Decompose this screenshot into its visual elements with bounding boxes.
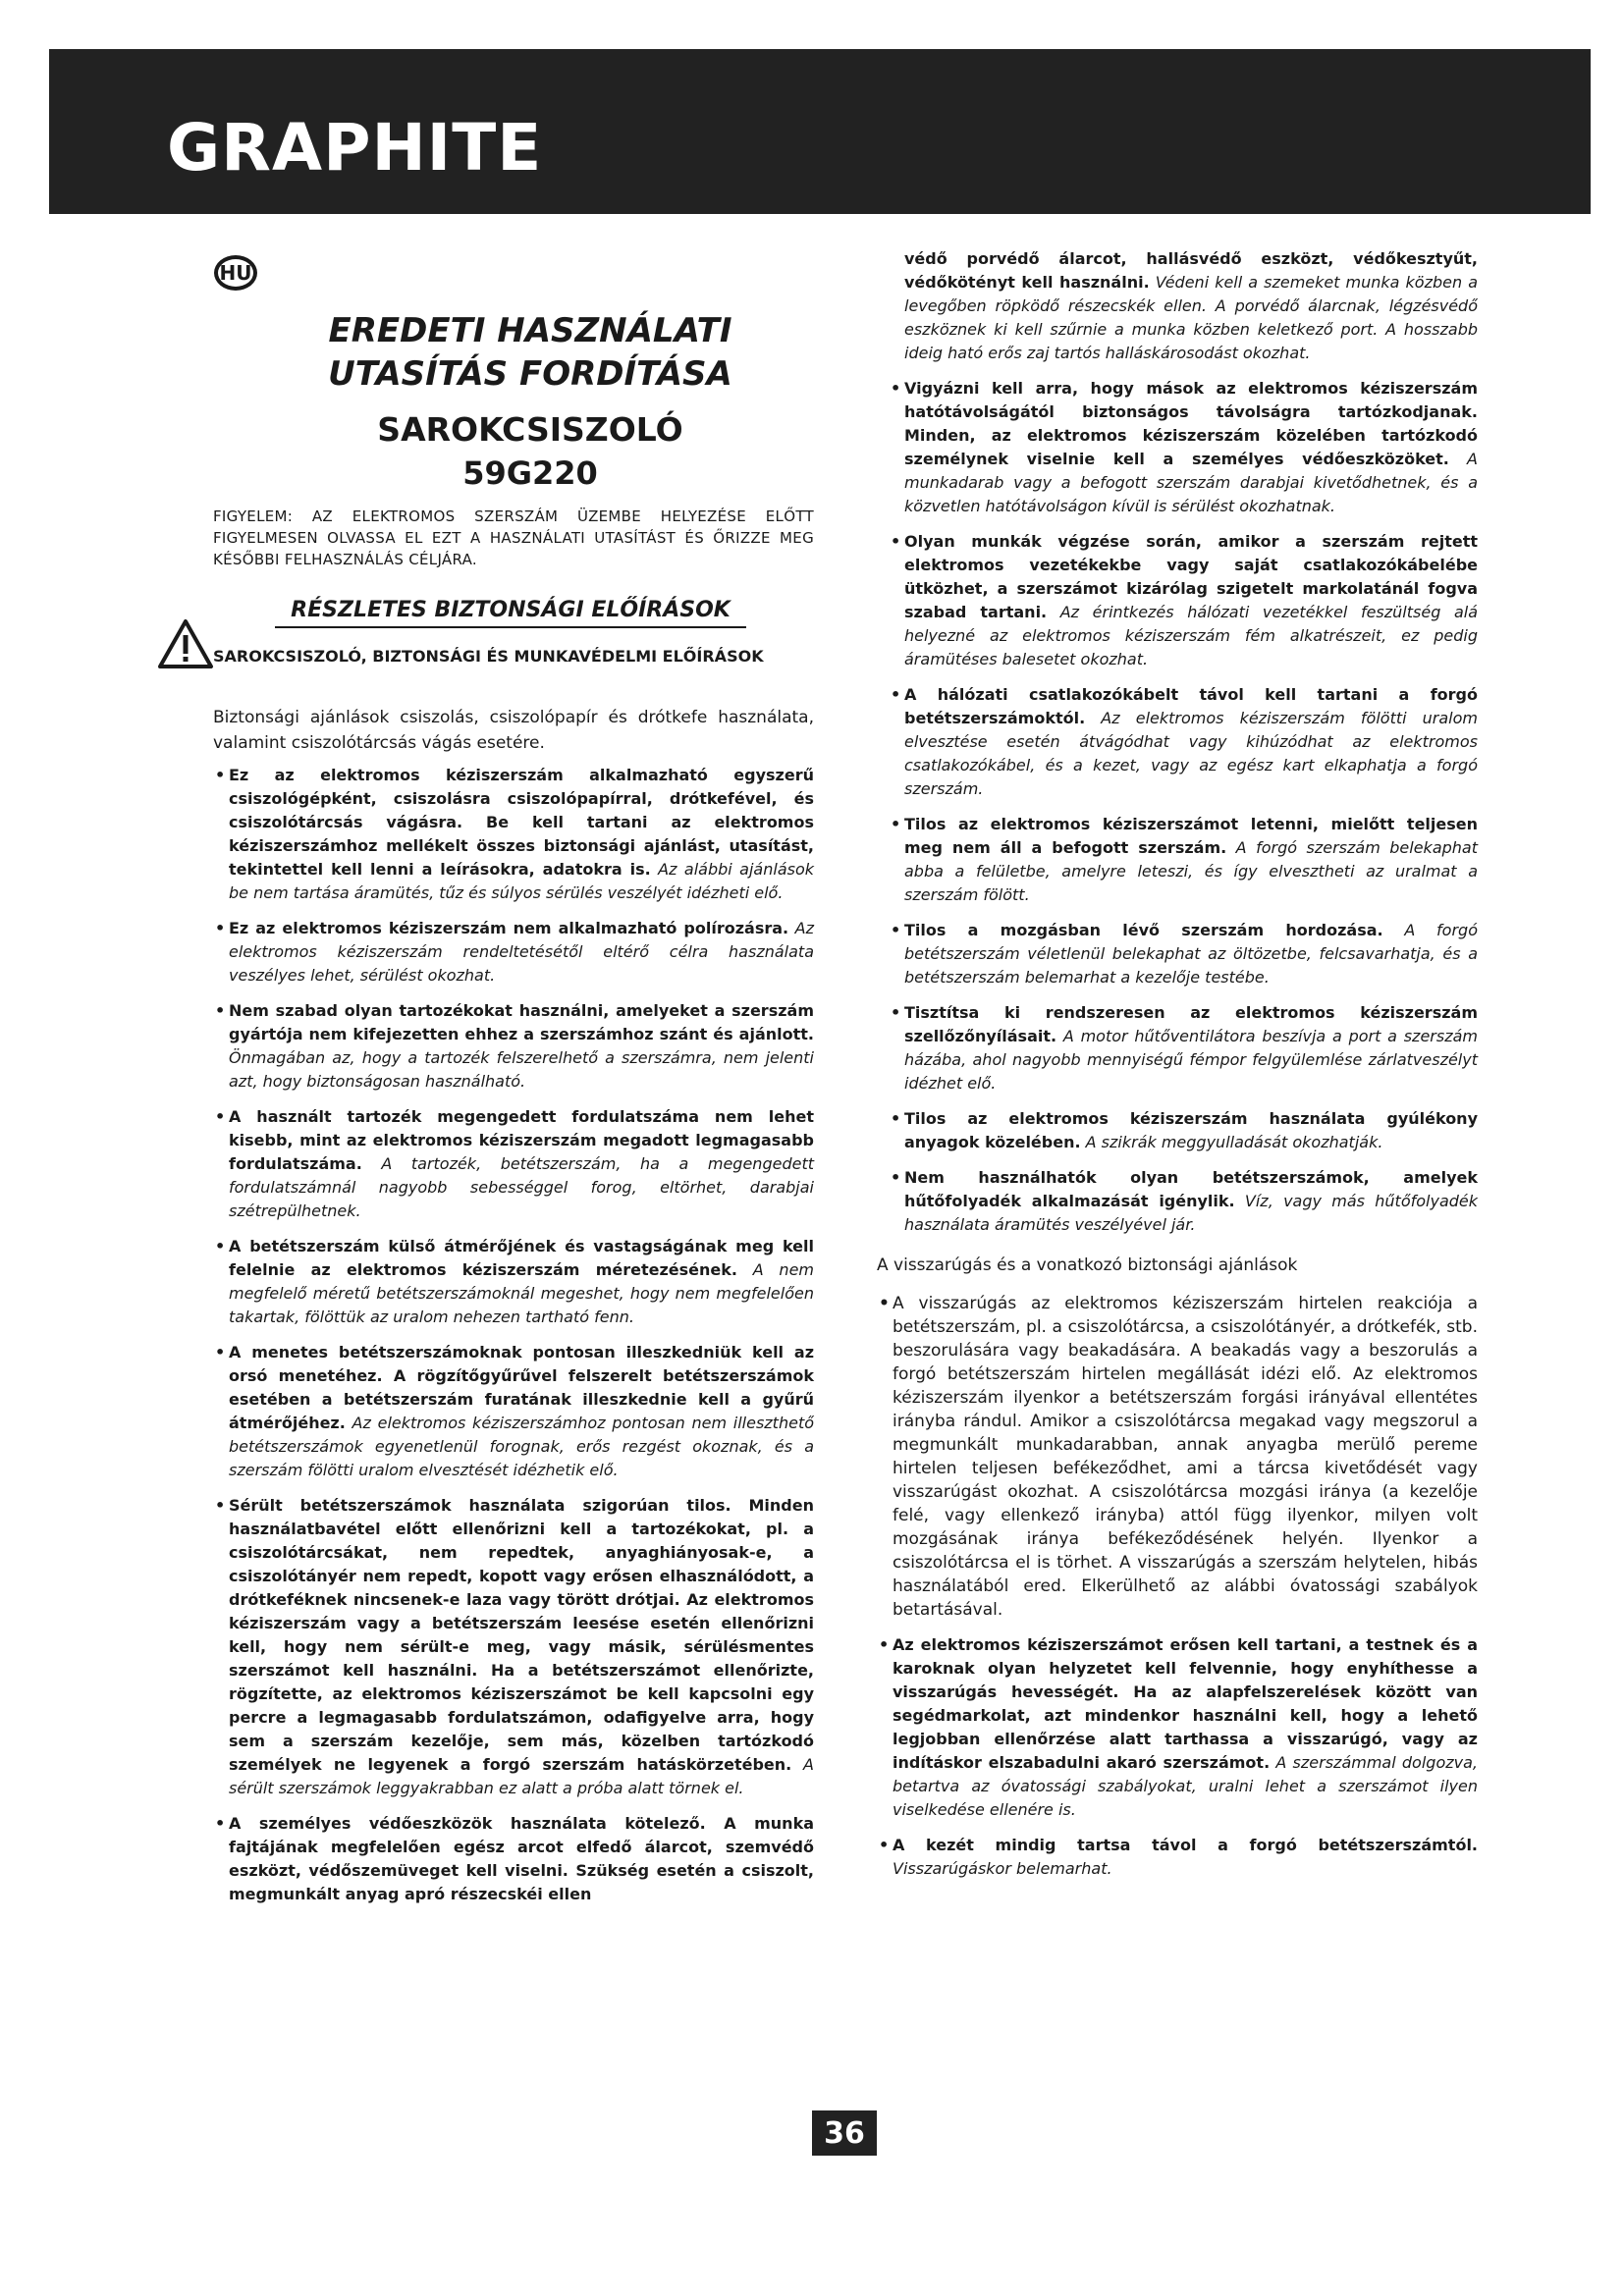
item-italic-text: Az elektromos kéziszerszámhoz pontosan nem illeszthető betétszerszámok egyenetlenül forognak, erős rezgést okoznak, és a szerszám fölötti uralom elvesztését idézhetik elő. (229, 1414, 814, 1479)
list-item (213, 1494, 814, 1800)
item-bold-text: Ez az elektromos kéziszerszám nem alkalmazható polírozásra. (229, 919, 789, 937)
brand-logo: GRAPHITE (167, 110, 543, 186)
intro-text: Biztonsági ajánlások csiszolás, csiszolópapír és drótkefe használata, valamint csiszolótárcsás vágás esetére. (213, 708, 814, 753)
item-bold-text: védő porvédő álarcot, hallásvédő eszközt, védőkesztyűt, védőkötényt kell használni. (904, 249, 1478, 292)
item-italic-text: Az érintkezés hálózati vezetékkel feszültség alá helyezné az elektromos kéziszerszám fém alkatrészeit, ez pedig áramütéses balesetet okozhat. (904, 603, 1478, 668)
item-italic-text: A motor hűtőventilátora beszívja a port a szerszám házába, ahol nagyobb mennyiségű fémpor felgyülemlése zárlatveszélyt idézhet elő. (904, 1027, 1478, 1093)
item-italic-text: A nem megfelelő méretű betétszerszámoknál megeshet, hogy nem megfelelően takartak, fölöttük az uralom nehezen tartható fenn. (229, 1260, 815, 1326)
item-bold-text: A kezét mindig tartsa távol a forgó betétszerszámtól. (893, 1836, 1478, 1854)
list-item (877, 1633, 1478, 1822)
list-item (889, 813, 1478, 907)
kickback-list (877, 1292, 1478, 1893)
product-name: SAROKCSISZOLÓ (377, 410, 683, 449)
list-item (213, 1105, 814, 1223)
item-bold-text: A személyes védőeszközök használata kötelező. A munka fajtájának megfelelően egész arcot elfedő álarcot, szemvédő eszközt, védőszemüveget kell viselni. Szükség esetén a csiszolt, megmunkált anyag apró részecskéi ellen (229, 1814, 814, 1903)
list-item (889, 377, 1478, 518)
item-italic-text: Víz, vagy más hűtőfolyadék használata áramütés veszélyével jár. (904, 1192, 1479, 1234)
item-bold-text: Az elektromos kéziszerszámot erősen kell tartani, a testnek és a karoknak olyan helyzetet kell felvennie, hogy enyhíthesse a visszarúgás hevességét. Ha az alapfelszerelések között van segédmarkolat, azt mindenkor használni kell, hogy a lehető legjobban ellenőrzése alatt tarthassa a visszarúgó, vagy az indításkor elszabadulni akaró szerszámot. (893, 1635, 1478, 1772)
list-item (213, 1812, 814, 1906)
item-italic-text: A forgó betétszerszám véletlenül belekaphat az öltözetbe, felcsavarhatja, és a betétszerszám belemarhat a kezelője testébe. (904, 921, 1478, 987)
list-item (213, 1235, 814, 1329)
item-bold-text: Nem szabad olyan tartozékokat használni, amelyeket a szerszám gyártója nem kifejezetten ehhez a szerszámhoz szánt és ajánlott. (229, 1001, 814, 1043)
item-bold-text: Vigyázni kell arra, hogy mások az elektromos kéziszerszám hatótávolságától biztonságos távolságra tartózkodjanak. Minden, az elektromos kéziszerszám közelében tartózkodó személynek viselnie kell a személyes védőeszközöket. (904, 379, 1478, 468)
item-italic-text: Az alábbi ajánlások be nem tartása áramütés, tűz és súlyos sérülés veszélyét idézheti elő. (229, 860, 815, 902)
item-italic-text: A tartozék, betétszerszám, ha a megengedett fordulatszámnál nagyobb sebességgel forog, eltörhet, darabjai szétrepülhetnek. (229, 1154, 814, 1220)
item-italic-text: A munkadarab vagy a befogott szerszám darabjai kivetődhetnek, és a közvetlen hatótávolságon kívül is sérülést okozhatnak. (904, 450, 1478, 515)
item-bold-text: Nem használhatók olyan betétszerszámok, amelyek hűtőfolyadék alkalmazását igénylik. (904, 1168, 1478, 1210)
page-number: 36 (812, 2110, 877, 2156)
title-line-1: EREDETI HASZNÁLATI (328, 311, 732, 350)
item-bold-text: Olyan munkák végzése során, amikor a szerszám rejtett elektromos vezetékekbe vagy saját csatlakozókábelébe ütközhet, a szerszámot kizárólag szigetelt markolatánál fogva szabad tartani. (904, 532, 1478, 621)
list-item (889, 919, 1478, 989)
subheading: SAROKCSISZOLÓ, BIZTONSÁGI ÉS MUNKAVÉDELMI ELŐÍRÁSOK (213, 647, 764, 666)
item-italic-text: Az elektromos kéziszerszám rendeltetésétől eltérő célra használata veszélyes lehet, sérülést okozhat. (229, 919, 814, 985)
item-italic-text: A szikrák meggyulladását okozhatják. (1080, 1133, 1383, 1151)
item-bold-text: Tilos az elektromos kéziszerszám használata gyúlékony anyagok közelében. (904, 1109, 1478, 1151)
item-bold-text: Sérült betétszerszámok használata szigorúan tilos. Minden használatbavétel előtt ellenőrizni kell a tartozékokat, pl. a csiszolótárcsákat, nem repedtek, anyaghiányosak-e, a csiszolótányér nem repedt, kopott vagy erősen elhasználódott, a drótkeféknek nincsenek-e laza vagy törött drótjai. Az elektromos kéziszerszám vagy a betétszerszám leesése esetén ellenőrizni kell, hogy nem sérült-e meg, vagy másik, sérülésmentes szerszámot kell használni. Ha a betétszerszámot ellenőrizte, rögzítette, az elektromos kéziszerszámot be kell kapcsolni egy percre a legmagasabb fordulatszámon, odafigyelve arra, hogy sem a szerszám kezelője, sem más, közelben tartózkodó személyek ne legyenek a forgó szerszám hatáskörzetében. (229, 1496, 814, 1774)
list-item (213, 764, 814, 905)
item-bold-text: A hálózati csatlakozókábelt távol kell tartani a forgó betétszerszámoktól. (904, 685, 1478, 727)
section-heading: RÉSZLETES BIZTONSÁGI ELŐÍRÁSOK (275, 597, 746, 628)
item-italic-text: Az elektromos kéziszerszám fölötti uralom elvesztése esetén átvágódhat vagy kihúzódhat az elektromos csatlakozókábel, és a kezet, vagy az egész kart elkaphatja a forgó szerszám. (904, 709, 1478, 798)
list-item (889, 1166, 1478, 1237)
warning-note: FIGYELEM: AZ ELEKTROMOS SZERSZÁM ÜZEMBE HELYEZÉSE ELŐTT FIGYELMESEN OLVASSA EL EZT A HASZNÁLATI UTASÍTÁST ÉS ŐRIZZE MEG KÉSŐBBI FELHASZNÁLÁS CÉLJÁRA. (213, 507, 814, 568)
item-bold-text: Tilos a mozgásban lévő szerszám hordozása. (904, 921, 1383, 939)
list-item (213, 917, 814, 988)
item-bold-text: A betétszerszám külső átmérőjének és vastagságának meg kell felelnie az elektromos kéziszerszám méretezésének. (229, 1237, 814, 1279)
kickback-description: • A visszarúgás az elektromos kéziszerszám hirtelen reakciója a betétszerszám, pl. a csiszolótárcsa, a csiszolótányér, a drótkefék, stb. beszorulására vagy beakadására. A beakadás vagy a beszorulás a forgó betétszerszám hirtelen megállását idézi elő. Az elektromos kéziszerszám ilyenkor a betétszerszám forgási irányával ellentétes irányba rándul. Amikor a csiszolótárcsa megakad vagy megszorul a megmunkált munkadarabban, annak anyagba merülő pereme hirtelen teljesen befékeződhet, ami a tárcsa kivetődését vagy visszarúgást okozhat. A csiszolótárcsa mozgási iránya (a kezelője felé, vagy ellenkező irányba) attól függ ilyenkor, milyen volt mozgásának iránya befékeződésének helyén. Ilyenkor a csiszolótárcsa el is törhet. A visszarúgás a szerszám helytelen, hibás használatából ered. Elkerülhető az alábbi óvatossági szabályok betartásával. (877, 1292, 1478, 1622)
language-badge: HU (214, 255, 257, 291)
warning-triangle-icon (157, 618, 214, 669)
model-number: 59G220 (462, 454, 598, 492)
list-item (889, 530, 1478, 671)
item-bold-text: Ez az elektromos kéziszerszám alkalmazható egyszerű csiszológépként, csiszolásra csiszolópapírral, drótkefével, és csiszolótárcsás vágásra. Be kell tartani az elektromos kéziszerszámhoz mellékelt összes biztonsági ajánlást, utasítást, tekintettel kell lenni a leírásokra, adatokra is. (229, 766, 814, 879)
item-bold-text: Tilos az elektromos kéziszerszámot letenni, mielőtt teljesen meg nem áll a befogott szerszám. (904, 815, 1478, 857)
list-item (889, 683, 1478, 801)
right-safety-list (889, 247, 1478, 1249)
title-line-2: UTASÍTÁS FORDÍTÁSA (328, 354, 732, 394)
item-bold-text: A használt tartozék megengedett fordulatszáma nem lehet kisebb, mint az elektromos kéziszerszám megadott legmagasabb fordulatszáma. (229, 1107, 814, 1173)
list-item (889, 1107, 1478, 1154)
item-italic-text: A szerszámmal dolgozva, betartva az óvatossági szabályokat, uralni lehet a szerszámot ilyen viselkedése ellenére is. (893, 1753, 1478, 1819)
item-bold-text: A menetes betétszerszámoknak pontosan illeszkedniük kell az orsó menetéhez. A rögzítőgyűrűvel felszerelt betétszerszámok esetében a betétszerszám furatának illeszkednie kell a gyűrű átmérőjéhez. (229, 1343, 814, 1432)
item-italic-text: Visszarúgáskor belemarhat. (893, 1859, 1112, 1878)
list-item (213, 1341, 814, 1482)
list-item (889, 1001, 1478, 1095)
item-bold-text: Tisztítsa ki rendszeresen az elektromos kéziszerszám szellőzőnyílásait. (904, 1003, 1478, 1045)
item-italic-text: Önmagában az, hogy a tartozék felszerelhető a szerszámra, nem jelenti azt, hogy biztonságosan használható. (229, 1048, 814, 1091)
document-title (324, 309, 736, 396)
left-safety-list (213, 764, 814, 1918)
item-italic-text: A sérült szerszámok leggyakrabban ez alatt a próba alatt törnek el. (229, 1755, 815, 1797)
item-italic-text: Védeni kell a szemeket munka közben a levegőben röpködő részecskék ellen. A porvédő álarcnak, légzésvédő eszköznek ki kell szűrnie a munka közben keletkező port. A hosszabb ideig ható erős zaj tartós halláskárosodást okozhat. (904, 273, 1478, 362)
item-italic-text: A forgó szerszám belekaphat abba a felületbe, amelyre leteszi, és így elvesztheti az uralmat a szerszám fölött. (904, 838, 1479, 904)
list-item (877, 1834, 1478, 1881)
list-item (213, 999, 814, 1094)
list-item-continuation (889, 247, 1478, 365)
kickback-heading: A visszarúgás és a vonatkozó biztonsági ajánlások (877, 1255, 1298, 1275)
